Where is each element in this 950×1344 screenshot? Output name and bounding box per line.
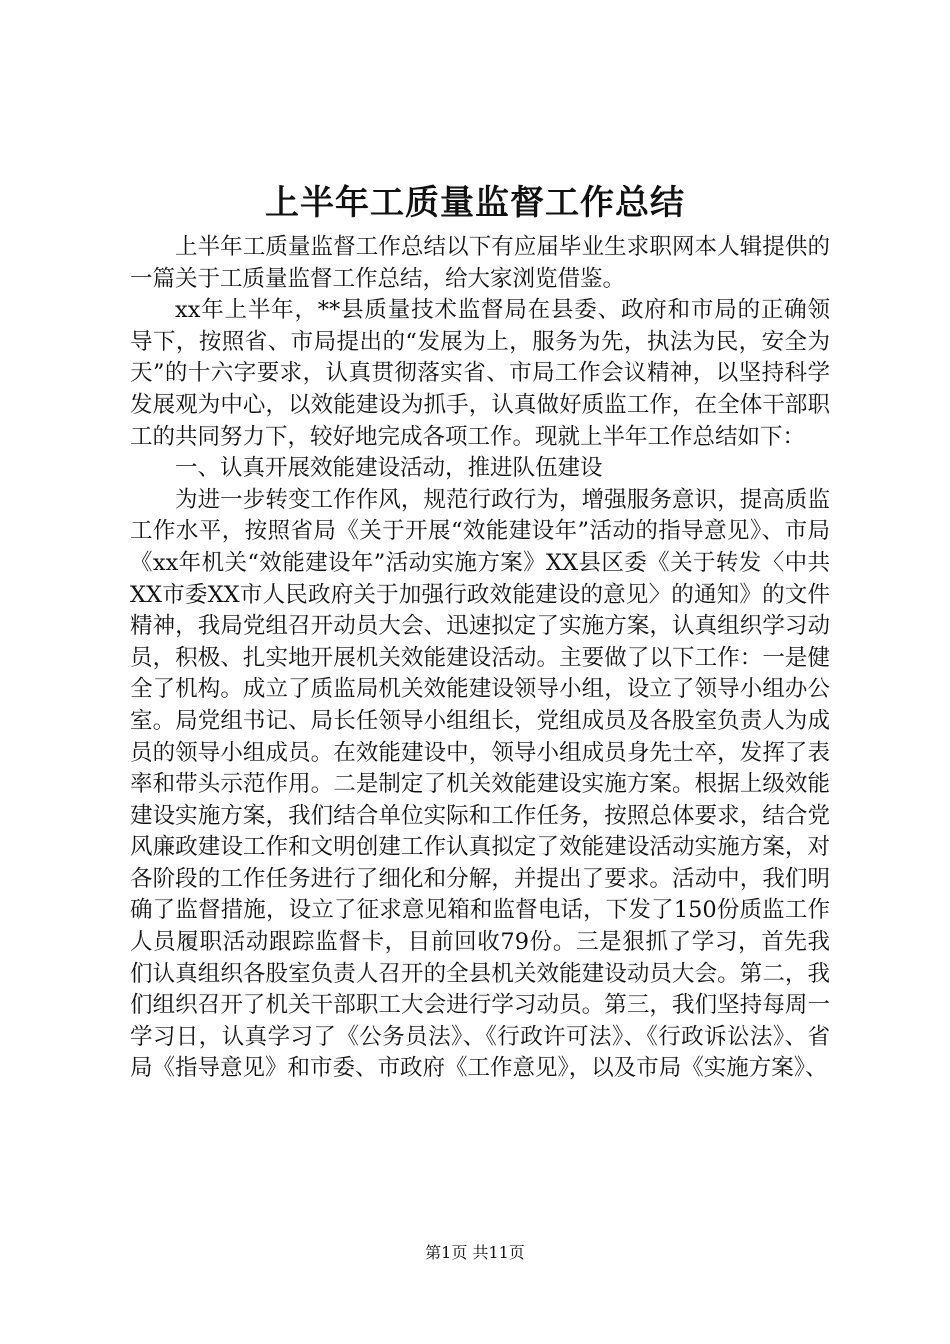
document-title: 上半年工质量监督工作总结 (265, 183, 685, 223)
paragraph-overview: xx年上半年，**县质量技术监督局在县委、政府和市局的正确领导下，按照省、市局提出的“发展为上，服务为先，执法为民，安全为天”的十六字要求，认真贯彻落实省、市局工作会议精神，以坚持科学发展观为中心，以效能建设为抓手，认真做好质监工作，在全体干部职工的共同努力下，较好地完成各项工作。现就上半年工作总结如下： (130, 297, 830, 450)
page-footer: 第1页 共11页 (425, 1243, 525, 1262)
paragraph-intro: 上半年工质量监督工作总结以下有应届毕业生求职网本人辑提供的一篇关于工质量监督工作总结，给大家浏览借鉴。 (130, 234, 830, 292)
section-heading-1: 一、认真开展效能建设活动，推进队伍建设 (175, 455, 603, 482)
document-body (130, 232, 830, 1085)
paragraph-efficiency: 为进一步转变工作作风，规范行政行为，增强服务意识，提高质监工作水平，按照省局《关于开展“效能建设年”活动的指导意见》、市局《xx年机关“效能建设年”活动实施方案》XX县区委《关于转发〈中共XX市委XX市人民政府关于加强行政效能建设的意见〉的通知》的文件精神，我局党组召开动员大会、迅速拟定了实施方案，认真组织学习动员，积极、扎实地开展机关效能建设活动。主要做了以下工作：一是健全了机构。成立了质监局机关效能建设领导小组，设立了领导小组办公室。局党组书记、局长任领导小组组长，党组成员及各股室负责人为成员的领导小组成员。在效能建设中，领导小组成员身先士卒，发挥了表率和带头示范作用。二是制定了机关效能建设实施方案。根据上级效能建设实施方案，我们结合单位实际和工作任务，按照总体要求，结合党风廉政建设工作和文明创建工作认真拟定了效能建设活动实施方案，对各阶段的工作任务进行了细化和分解，并提出了要求。活动中，我们明确了监督措施，设立了征求意见箱和监督电话，下发了150份质监工作人员履职活动跟踪监督卡，目前回收79份。三是狠抓了学习，首先我们认真组织各股室负责人召开的全县机关效能建设动员大会。第二，我们组织召开了机关干部职工大会进行学习动员。第三，我们坚持每周一学习日，认真学习了《公务员法》、《行政许可法》、《行政诉讼法》、省局《指导意见》和市委、市政府《工作意见》，以及市局《实施方案》、 (130, 486, 830, 1082)
